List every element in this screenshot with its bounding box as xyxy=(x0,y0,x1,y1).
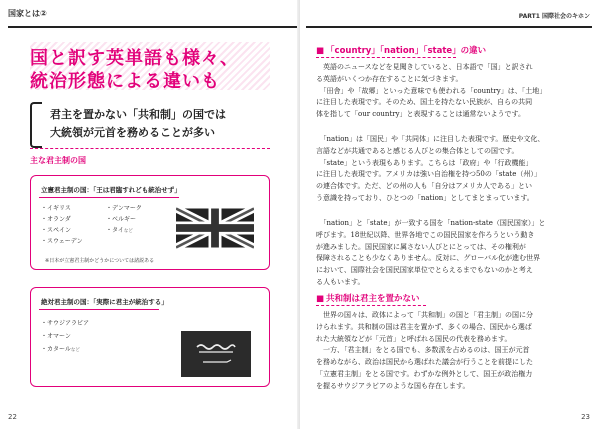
text-line: に注目した表現です。アメリカは強い自治権を持つ50の「state（州）」 xyxy=(316,170,541,179)
section-heading: 主な君主制の国 xyxy=(30,156,86,165)
text-line: 「nation」と「state」が一致する国を「nation-state（国民国家）」と xyxy=(316,219,546,227)
title-line-1: 国と訳す英単語も様々、 xyxy=(30,48,239,69)
paragraph xyxy=(316,310,588,393)
text-line: 「state」という表現もあります。こちらは「政府」や「行政機能」 xyxy=(316,158,533,167)
text-line: 世界の国々は、政体によって「共和制」の国と「君主制」の国に分 xyxy=(316,311,533,319)
subtitle-line-2: 大統領が元首を務めることが多い xyxy=(50,126,215,139)
text-line: を務めながら、政治は国民から選ばれた議会が行うことを前提にした xyxy=(316,358,533,367)
country-item: ・ベルギー xyxy=(106,216,137,223)
text-line: る人もいます。 xyxy=(316,277,365,286)
text-line: 「立憲君主制」をとる国です。わずかな例外として、国王が政治権力 xyxy=(316,369,533,378)
paragraph xyxy=(316,218,588,289)
country-item: ・オマーン xyxy=(41,333,71,340)
paragraph xyxy=(316,134,588,205)
heading-country-nation-state: ■ 「country」「nation」「state」の違い xyxy=(316,46,487,56)
part-title: 国際社会のキホン xyxy=(541,13,590,20)
text-line: 体を指して「our country」と表現することは通常ないようです。 xyxy=(316,110,525,119)
chapter-header: 国家とは② xyxy=(8,9,47,18)
right-page xyxy=(300,0,600,429)
country-item: ・イギリス xyxy=(41,205,71,212)
heading-underline xyxy=(316,305,426,306)
heading-republic: ■ 共和制は君主を置かない xyxy=(316,294,420,304)
text-line: 「nation」は「国民」や「共同体」に注目した表現です。歴史や文化、 xyxy=(316,135,545,143)
footnote: ※日本が立憲君主制かどうかについては諸説ある xyxy=(45,258,155,264)
country-item: ・スペイン xyxy=(41,227,72,234)
box-title: 立憲君主制の国：「王は君臨すれども統治せず」 xyxy=(41,186,181,194)
part-label: PART1 xyxy=(518,13,540,20)
nado-suffix: など xyxy=(70,348,80,353)
page-number-left: 22 xyxy=(8,413,17,421)
constitutional-monarchy-box xyxy=(30,175,270,270)
nado-suffix: など xyxy=(123,229,133,234)
saudi-flag-icon xyxy=(181,331,251,377)
text-line: に注目した表現です。そのため、国土を持たない民族が、自らの共同 xyxy=(316,98,533,107)
box-title-underline xyxy=(39,309,159,310)
text-line: が進みました。国民国家に属さない人びとにとっては、その権利が xyxy=(316,242,526,251)
box-title: 絶対君主制の国：「実際に君主が統治する」 xyxy=(41,298,168,306)
text-line: う意識を持っており、ひとつの「nation」としてまとまっています。 xyxy=(316,193,534,202)
country-item: ・サウジアラビア xyxy=(41,320,90,327)
heading-underline xyxy=(316,57,456,58)
square-bullet-icon: ■ xyxy=(316,294,325,304)
box-title-underline xyxy=(39,197,179,198)
country-item: ・デンマーク xyxy=(106,205,142,212)
text-line: 一方、「君主制」をとる国でも、多数派を占めるのは、国王が元首 xyxy=(316,346,530,355)
text-line: 言語などが共通であると感じる人びとの集合体としての国です。 xyxy=(316,146,519,155)
text-line: 英語のニュースなどを見聞きしていると、日本語で「国」と訳され xyxy=(316,63,533,71)
part-header xyxy=(519,11,590,20)
square-bullet-icon: ■ xyxy=(316,46,325,56)
union-jack-flag-icon xyxy=(176,203,254,253)
text-line: 「田舎」や「故郷」といった意味でも使われる「country」は、「土地」 xyxy=(316,86,547,95)
subtitle-line-1: 君主を置かない「共和制」の国では xyxy=(50,108,226,121)
page-number-right: 23 xyxy=(581,413,590,421)
country-item: ・オランダ xyxy=(41,216,71,223)
text-line: を握るサウジアラビアのような国も存在します。 xyxy=(316,381,470,390)
text-line: の連合体です。ただ、どの州の人も「自分はアメリカ人である」とい xyxy=(316,182,532,191)
divider xyxy=(30,148,270,149)
subtitle-bracket xyxy=(30,102,42,148)
paragraph xyxy=(316,62,588,121)
text-line: る英語がいくつか存在することに気づきます。 xyxy=(316,74,463,83)
text-line: において、国際社会を国民国家単位でとらえるまでもないのかと考え xyxy=(316,266,533,275)
title-line-2: 統治形態による違いも xyxy=(30,71,220,92)
text-line: けられます。共和制の国は君主を置かず、多くの場合、国民から選ば xyxy=(316,322,532,331)
absolute-monarchy-box xyxy=(30,287,270,387)
country-item: ・スウェーデン xyxy=(41,238,83,245)
header-rule xyxy=(306,26,592,28)
header-rule xyxy=(8,26,297,28)
text-line: 保障されることも少なくありません。反対に、グローバル化が進む世界 xyxy=(316,254,541,263)
text-line: 呼びます。18世紀以降、世界各地でこの国民国家を作ろうという動き xyxy=(316,230,535,239)
country-item: ・タイなど xyxy=(106,227,133,234)
text-line: れた大統領などが「元首」と呼ばれる国民の代表を務めます。 xyxy=(316,334,512,343)
country-item: ・カタールなど xyxy=(41,346,80,353)
